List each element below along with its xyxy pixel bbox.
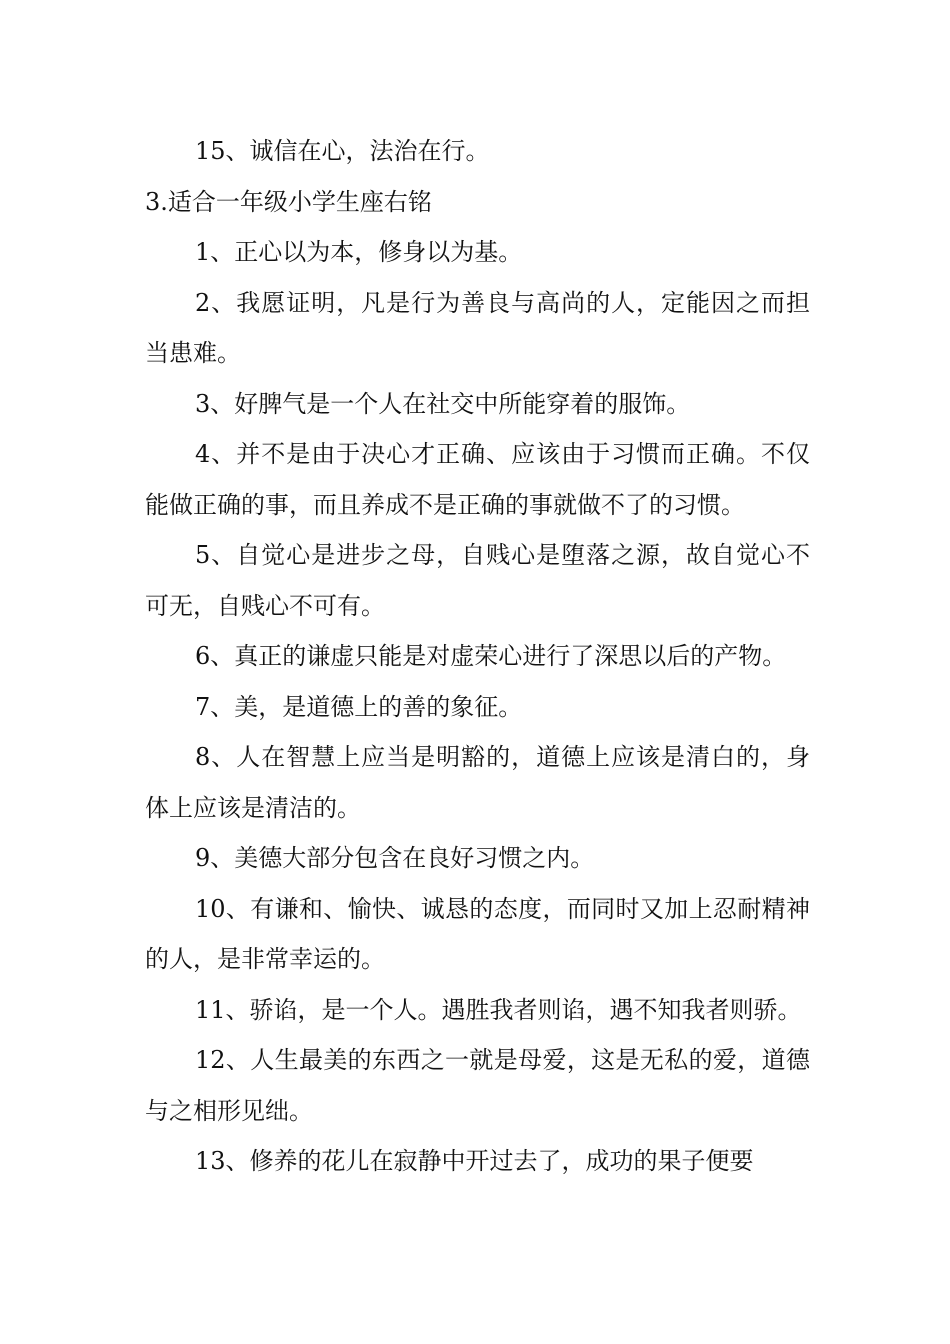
paragraph-item-9: 9、美德大部分包含在良好习惯之内。 [195,844,595,872]
paragraph-item-5: 5、自觉心是进步之母，自贱心是堕落之源，故自觉心不可无，自贱心不可有。 [145,541,810,620]
paragraph-item-1: 1、正心以为本，修身以为基。 [195,238,523,266]
paragraph-item-8: 8、人在智慧上应当是明豁的，道德上应该是清白的，身体上应该是清洁的。 [145,743,810,822]
paragraph-item-7: 7、美，是道德上的善的象征。 [195,692,523,721]
paragraph-item-13: 13、修养的花儿在寂静中开过去了，成功的果子便要 [195,1147,754,1175]
paragraph-item-4: 4、并不是由于决心才正确、应该由于习惯而正确。不仅能做正确的事，而且养成不是正确的事就做不了的习惯。 [145,440,810,519]
paragraph-item-15: 15、诚信在心，法治在行。 [195,137,490,165]
paragraph-item-11: 11、骄谄，是一个人。遇胜我者则谄，遇不知我者则骄。 [195,995,802,1024]
document-body [145,126,810,1187]
paragraph-item-6: 6、真正的谦虚只能是对虚荣心进行了深思以后的产物。 [195,642,787,670]
section-heading: 3.适合一年级小学生座右铭 [145,187,432,216]
paragraph-item-3: 3、好脾气是一个人在社交中所能穿着的服饰。 [195,389,691,418]
paragraph-item-2: 2、我愿证明，凡是行为善良与高尚的人，定能因之而担当患难。 [145,288,810,367]
paragraph-item-10: 10、有谦和、愉快、诚恳的态度，而同时又加上忍耐精神的人，是非常幸运的。 [145,894,810,973]
paragraph-item-12: 12、人生最美的东西之一就是母爱，这是无私的爱，道德与之相形见绌。 [145,1046,810,1125]
